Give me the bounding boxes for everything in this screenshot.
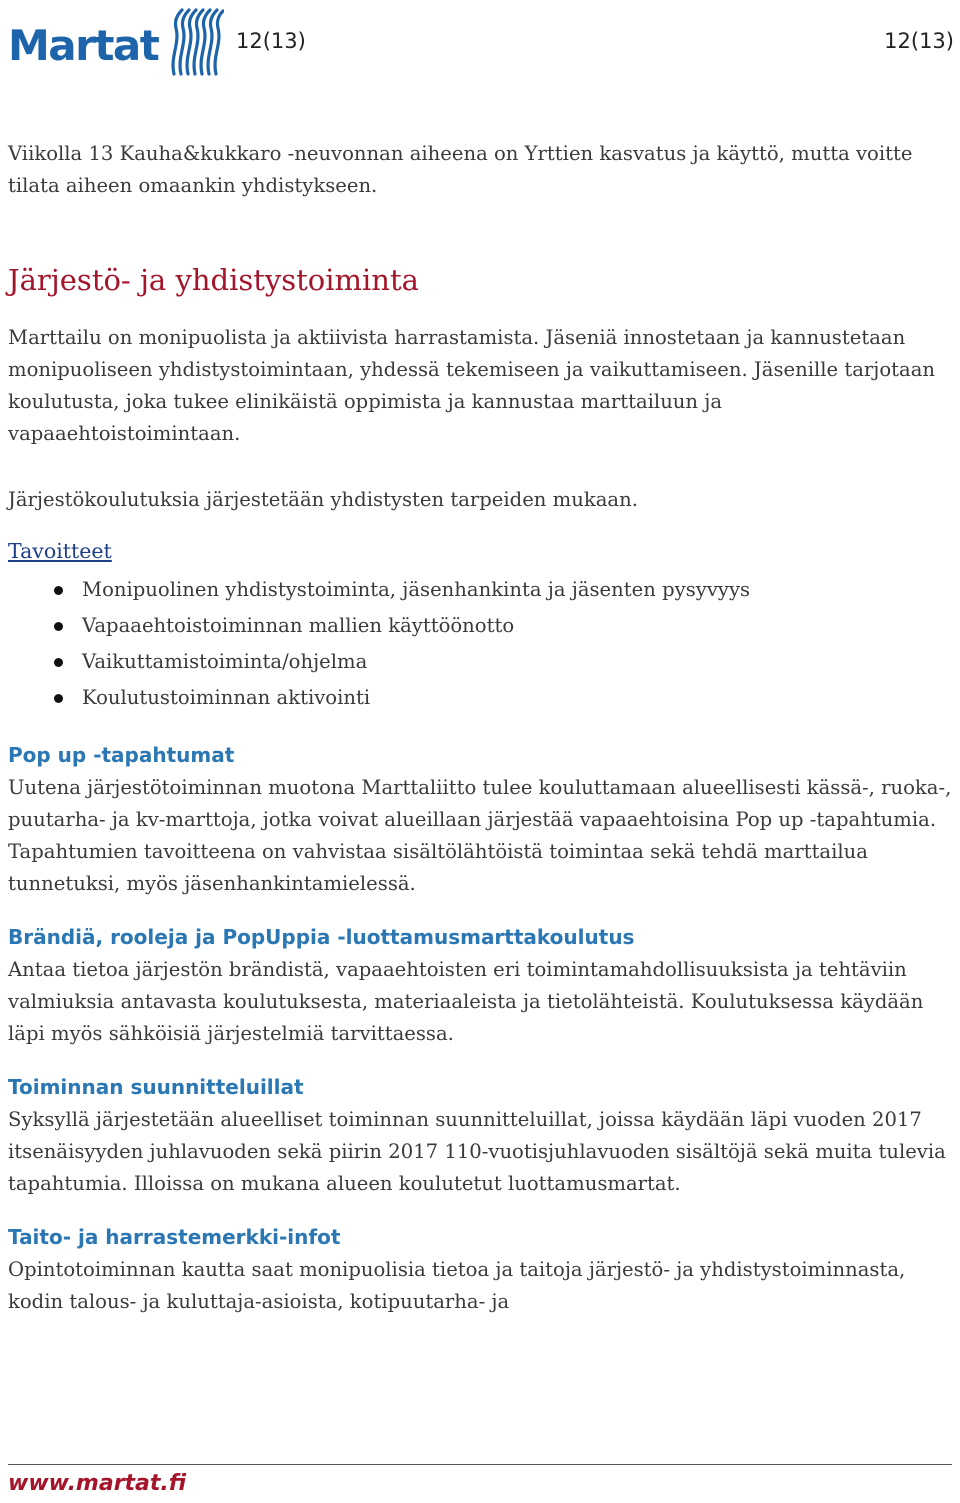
page-number-left: 12(13) [236,29,306,53]
intro-paragraph: Viikolla 13 Kauha&kukkaro -neuvonnan aiheena on Yrttien kasvatus ja käyttö, mutta voitte tilata aiheen omaankin yhdistykseen. [8,142,913,197]
page-number-right: 12(13) [884,29,954,53]
martat-logo[interactable] [8,6,226,76]
popup-section [8,738,952,900]
wave-logo-icon [168,6,224,76]
section-heading: Brändiä, rooleja ja PopUppia -luottamusmarttakoulutus [8,925,635,949]
goal-item [8,572,952,608]
page-header [0,0,960,90]
section-heading: Toiminnan suunnitteluillat [8,1075,304,1099]
section-paragraph: Marttailu on monipuolista ja aktiivista harrastamista. Jäseniä innostetaan ja kannustetaan monipuoliseen yhdistystoimintaan, yhdessä tekemiseen ja vaikuttamiseen. Jäsenille tarjotaan koulutusta, joka tukee elinikäistä oppimista ja kannustaa marttailuun ja vapaaehtoistoimintaan. [8,326,936,445]
section-title: Järjestö- ja yhdistystoiminta [8,263,419,297]
logo-wordmark: Martat [8,21,159,70]
goal-text: Vaikuttamistoiminta/ohjelma [82,650,368,673]
goal-text: Monipuolinen yhdistystoiminta, jäsenhankinta ja jäsenten pysyvyys [82,578,751,601]
badge-info-section [8,1220,952,1318]
goal-item [8,680,952,716]
section-text: Syksyllä järjestetään alueelliset toiminnan suunnitteluillat, joissa käydään läpi vuoden 2017 itsenäisyyden juhlavuoden sekä piirin 2017 110-vuotisjuhlavuoden sisältöjä sekä muita tulevia tapahtumia. Illoissa on mukana alueen koulutetut luottamusmartat. [8,1108,946,1195]
bullet-icon [54,694,63,703]
goal-text: Koulutustoiminnan aktivointi [82,686,371,709]
goal-item [8,644,952,680]
page-footer [8,1464,952,1499]
bullet-icon [54,622,63,631]
goal-item [8,608,952,644]
section-paragraph: Järjestökoulutuksia järjestetään yhdistysten tarpeiden mukaan. [8,488,638,511]
brand-training-section [8,920,952,1050]
bullet-icon [54,658,63,667]
planning-evenings-section [8,1070,952,1200]
section-heading: Pop up -tapahtumat [8,743,235,767]
goals-list [8,572,952,716]
section-heading: Taito- ja harrastemerkki-infot [8,1225,341,1249]
goals-heading: Tavoitteet [8,539,112,563]
goal-text: Vapaaehtoistoiminnan mallien käyttöönotto [82,614,515,637]
footer-link[interactable]: www.martat.fi [8,1471,187,1496]
document-body [8,138,952,1338]
section-text: Opintotoiminnan kautta saat monipuolisia tietoa ja taitoja järjestö- ja yhdistystoiminnasta, kodin talous- ja kuluttaja-asioista, kotipuutarha- ja [8,1258,906,1313]
section-text: Antaa tietoa järjestön brändistä, vapaaehtoisten eri toimintamahdollisuuksista ja tehtäviin valmiuksia antavasta koulutuksesta, materiaaleista ja tietolähteistä. Koulutuksessa käydään läpi myös sähköisiä järjestelmiä tarvittaessa. [8,958,924,1045]
footer-divider [8,1464,952,1465]
bullet-icon [54,586,63,595]
section-text: Uutena järjestötoiminnan muotona Marttaliitto tulee kouluttamaan alueellisesti kässä-, ruoka-, puutarha- ja kv-marttoja, jotka voivat alueillaan järjestää vapaaehtoisina Pop up -tapahtumia. Tapahtumien tavoitteena on vahvistaa sisältölähtöistä toimintaa sekä tehdä marttailua tunnetuksi, myös jäsenhankintamielessä. [8,776,952,895]
